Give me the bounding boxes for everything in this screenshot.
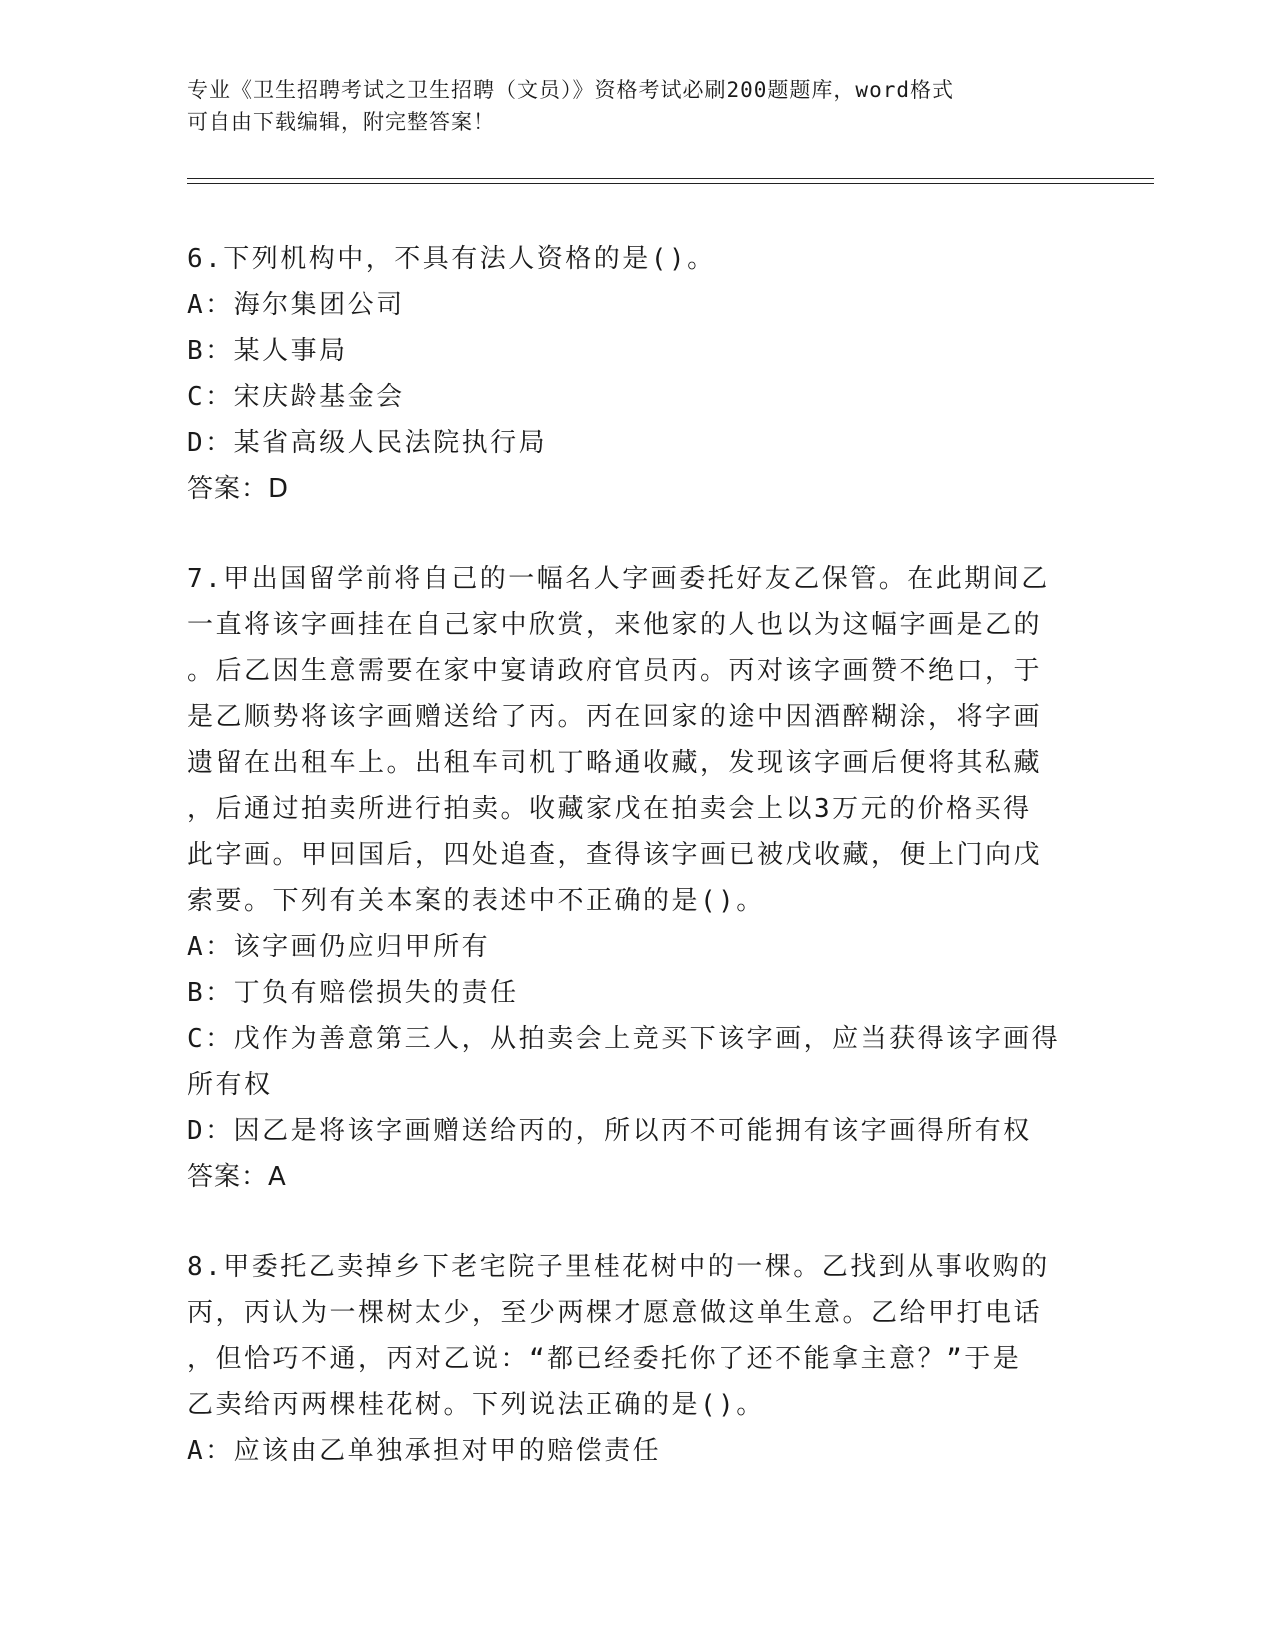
document-header — [187, 74, 1067, 138]
question-block — [187, 1244, 1087, 1474]
question-block — [187, 556, 1087, 1200]
answer-option: D：某省高级人民法院执行局 — [187, 428, 548, 458]
question-list — [187, 236, 1087, 1518]
question-block — [187, 236, 1087, 512]
question-stem-line: 8.甲委托乙卖掉乡下老宅院子里桂花树中的一棵。乙找到从事收购的 — [187, 1252, 1050, 1282]
question-stem-line: 丙，丙认为一棵树太少，至少两棵才愿意做这单生意。乙给甲打电话 — [187, 1298, 1043, 1328]
question-stem-line: 7.甲出国留学前将自己的一幅名人字画委托好友乙保管。在此期间乙 — [187, 564, 1050, 594]
header-divider — [187, 178, 1154, 179]
question-stem-line: 索要。下列有关本案的表述中不正确的是()。 — [187, 886, 765, 916]
answer-option: 所有权 — [187, 1070, 273, 1100]
answer-option: C：戊作为善意第三人，从拍卖会上竞买下该字画，应当获得该字画得 — [187, 1024, 1061, 1054]
question-stem-line: 此字画。甲回国后，四处追查，查得该字画已被戊收藏，便上门向戊 — [187, 840, 1043, 870]
answer-option: A：应该由乙单独承担对甲的赔偿责任 — [187, 1436, 662, 1466]
question-stem-line: 遗留在出租车上。出租车司机丁略通收藏，发现该字画后便将其私藏 — [187, 748, 1043, 778]
answer-key: 答案：D — [187, 474, 290, 504]
question-stem-line: ，但恰巧不通，丙对乙说：“都已经委托你了还不能拿主意？”于是 — [187, 1344, 1022, 1374]
question-stem-line: ，后通过拍卖所进行拍卖。收藏家戊在拍卖会上以3万元的价格买得 — [187, 794, 1032, 824]
answer-option: D：因乙是将该字画赠送给丙的，所以丙不可能拥有该字画得所有权 — [187, 1116, 1032, 1146]
header-divider — [187, 183, 1154, 184]
answer-option: B：某人事局 — [187, 336, 348, 366]
question-stem-line: 是乙顺势将该字画赠送给了丙。丙在回家的途中因酒醉糊涂，将字画 — [187, 702, 1043, 732]
answer-option: C：宋庆龄基金会 — [187, 382, 405, 412]
question-stem-line: 6.下列机构中，不具有法人资格的是()。 — [187, 244, 716, 274]
answer-key: 答案：A — [187, 1162, 287, 1192]
answer-option: B：丁负有赔偿损失的责任 — [187, 978, 519, 1008]
header-line: 可自由下载编辑，附完整答案！ — [187, 110, 495, 134]
answer-option: A：海尔集团公司 — [187, 290, 405, 320]
question-stem-line: 。后乙因生意需要在家中宴请政府官员丙。丙对该字画赞不绝口，于 — [187, 656, 1043, 686]
question-stem-line: 一直将该字画挂在自己家中欣赏，来他家的人也以为这幅字画是乙的 — [187, 610, 1043, 640]
question-stem-line: 乙卖给丙两棵桂花树。下列说法正确的是()。 — [187, 1390, 765, 1420]
answer-option: A：该字画仍应归甲所有 — [187, 932, 491, 962]
header-line: 专业《卫生招聘考试之卫生招聘（文员）》资格考试必刷200题题库，word格式 — [187, 78, 954, 102]
